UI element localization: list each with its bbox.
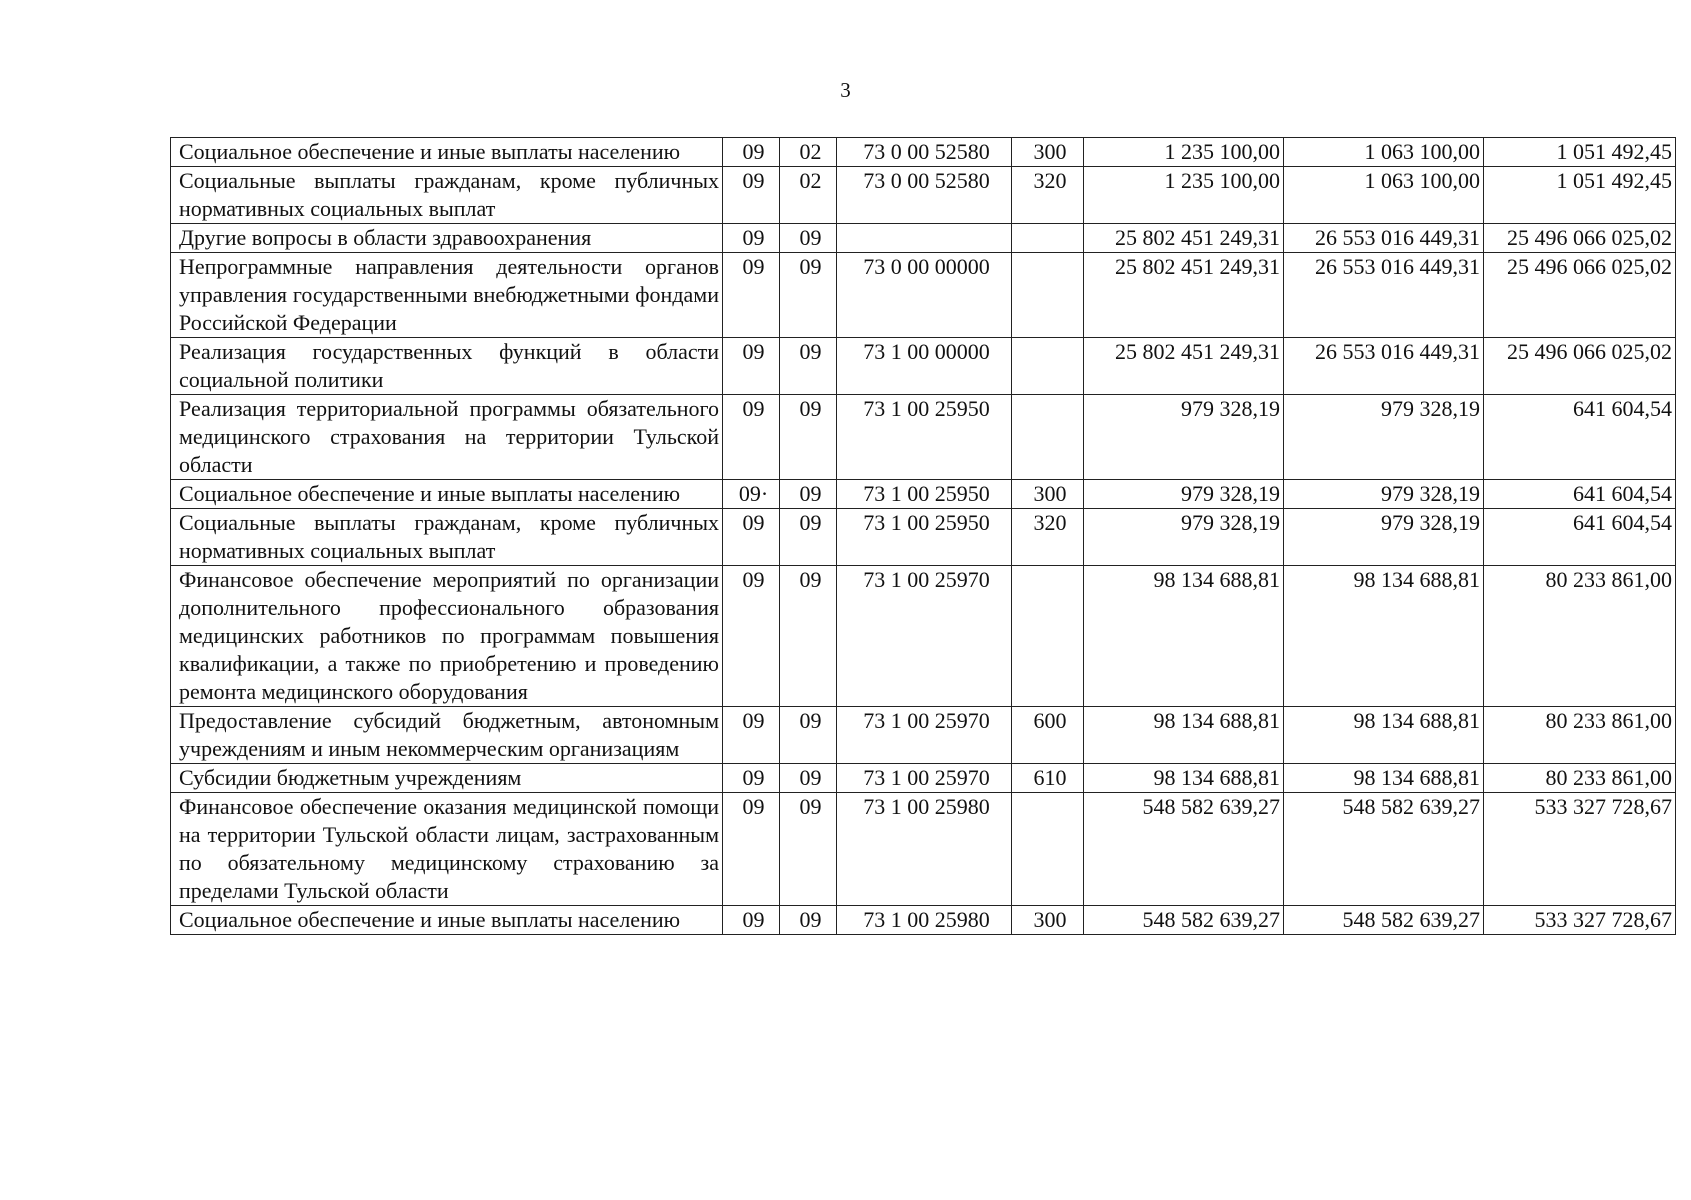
target-article-cell: 73 1 00 25950 bbox=[837, 509, 1012, 566]
table-row bbox=[171, 480, 1676, 509]
amount-plan-cell: 26 553 016 449,31 bbox=[1284, 253, 1484, 338]
amount-approved-cell: 98 134 688,81 bbox=[1084, 764, 1284, 793]
subsection-code-cell: 09 bbox=[780, 764, 837, 793]
subsection-code-cell: 09 bbox=[780, 395, 837, 480]
expense-type-cell: 600 bbox=[1012, 707, 1084, 764]
row-name-cell: Реализация территориальной программы обязательного медицинского страхования на территории Тульской области bbox=[171, 395, 723, 480]
target-article-cell: 73 1 00 25980 bbox=[837, 793, 1012, 906]
amount-executed-cell: 1 051 492,45 bbox=[1484, 138, 1676, 167]
target-article-cell: 73 1 00 25980 bbox=[837, 906, 1012, 935]
amount-plan-cell: 98 134 688,81 bbox=[1284, 707, 1484, 764]
target-article-cell: 73 0 00 00000 bbox=[837, 253, 1012, 338]
amount-approved-cell: 979 328,19 bbox=[1084, 395, 1284, 480]
table-row bbox=[171, 509, 1676, 566]
amount-approved-cell: 1 235 100,00 bbox=[1084, 138, 1284, 167]
amount-approved-cell: 548 582 639,27 bbox=[1084, 906, 1284, 935]
amount-executed-cell: 533 327 728,67 bbox=[1484, 906, 1676, 935]
amount-plan-cell: 98 134 688,81 bbox=[1284, 764, 1484, 793]
amount-approved-cell: 979 328,19 bbox=[1084, 480, 1284, 509]
expense-type-cell bbox=[1012, 793, 1084, 906]
row-name-cell: Социальные выплаты гражданам, кроме публичных нормативных социальных выплат bbox=[171, 509, 723, 566]
section-code-cell: 09 bbox=[723, 764, 780, 793]
table-row bbox=[171, 167, 1676, 224]
amount-executed-cell: 25 496 066 025,02 bbox=[1484, 224, 1676, 253]
table-row bbox=[171, 793, 1676, 906]
row-name-cell: Субсидии бюджетным учреждениям bbox=[171, 764, 723, 793]
section-code-cell: 09 bbox=[723, 138, 780, 167]
section-code-cell: 09 bbox=[723, 566, 780, 707]
subsection-code-cell: 09 bbox=[780, 566, 837, 707]
expense-type-cell bbox=[1012, 338, 1084, 395]
section-code-cell: 09 bbox=[723, 707, 780, 764]
amount-executed-cell: 25 496 066 025,02 bbox=[1484, 338, 1676, 395]
amount-plan-cell: 548 582 639,27 bbox=[1284, 793, 1484, 906]
target-article-cell: 73 1 00 00000 bbox=[837, 338, 1012, 395]
section-code-cell: 09 bbox=[723, 338, 780, 395]
table-row bbox=[171, 395, 1676, 480]
amount-plan-cell: 548 582 639,27 bbox=[1284, 906, 1484, 935]
section-code-cell: 09 bbox=[723, 167, 780, 224]
expense-type-cell: 300 bbox=[1012, 480, 1084, 509]
amount-approved-cell: 98 134 688,81 bbox=[1084, 566, 1284, 707]
amount-executed-cell: 80 233 861,00 bbox=[1484, 566, 1676, 707]
row-name-cell: Социальное обеспечение и иные выплаты населению bbox=[171, 906, 723, 935]
subsection-code-cell: 09 bbox=[780, 480, 837, 509]
table-row bbox=[171, 224, 1676, 253]
amount-approved-cell: 979 328,19 bbox=[1084, 509, 1284, 566]
expense-type-cell: 320 bbox=[1012, 167, 1084, 224]
amount-plan-cell: 979 328,19 bbox=[1284, 509, 1484, 566]
section-code-cell: 09 bbox=[723, 509, 780, 566]
amount-executed-cell: 641 604,54 bbox=[1484, 395, 1676, 480]
section-code-cell: 09 bbox=[723, 906, 780, 935]
target-article-cell: 73 1 00 25970 bbox=[837, 707, 1012, 764]
table-row bbox=[171, 764, 1676, 793]
amount-executed-cell: 641 604,54 bbox=[1484, 480, 1676, 509]
expense-type-cell bbox=[1012, 566, 1084, 707]
amount-executed-cell: 80 233 861,00 bbox=[1484, 707, 1676, 764]
subsection-code-cell: 02 bbox=[780, 167, 837, 224]
expense-type-cell: 610 bbox=[1012, 764, 1084, 793]
subsection-code-cell: 09 bbox=[780, 253, 837, 338]
amount-approved-cell: 1 235 100,00 bbox=[1084, 167, 1284, 224]
amount-approved-cell: 548 582 639,27 bbox=[1084, 793, 1284, 906]
subsection-code-cell: 09 bbox=[780, 906, 837, 935]
amount-executed-cell: 533 327 728,67 bbox=[1484, 793, 1676, 906]
row-name-cell: Социальное обеспечение и иные выплаты населению bbox=[171, 138, 723, 167]
row-name-cell: Непрограммные направления деятельности органов управления государственными внебюджетными фондами Российской Федерации bbox=[171, 253, 723, 338]
expense-type-cell bbox=[1012, 395, 1084, 480]
amount-approved-cell: 25 802 451 249,31 bbox=[1084, 338, 1284, 395]
table-row bbox=[171, 253, 1676, 338]
page-number: 3 bbox=[840, 78, 851, 102]
section-code-cell: 09 bbox=[723, 253, 780, 338]
amount-approved-cell: 25 802 451 249,31 bbox=[1084, 253, 1284, 338]
amount-plan-cell: 26 553 016 449,31 bbox=[1284, 224, 1484, 253]
row-name-cell: Другие вопросы в области здравоохранения bbox=[171, 224, 723, 253]
amount-plan-cell: 98 134 688,81 bbox=[1284, 566, 1484, 707]
amount-executed-cell: 80 233 861,00 bbox=[1484, 764, 1676, 793]
expense-type-cell bbox=[1012, 253, 1084, 338]
table-row bbox=[171, 138, 1676, 167]
table-body bbox=[171, 138, 1676, 935]
amount-plan-cell: 1 063 100,00 bbox=[1284, 167, 1484, 224]
amount-plan-cell: 979 328,19 bbox=[1284, 395, 1484, 480]
amount-executed-cell: 25 496 066 025,02 bbox=[1484, 253, 1676, 338]
expense-type-cell: 300 bbox=[1012, 906, 1084, 935]
row-name-cell: Социальное обеспечение и иные выплаты населению bbox=[171, 480, 723, 509]
target-article-cell: 73 1 00 25950 bbox=[837, 480, 1012, 509]
amount-plan-cell: 979 328,19 bbox=[1284, 480, 1484, 509]
amount-plan-cell: 26 553 016 449,31 bbox=[1284, 338, 1484, 395]
section-code-cell: 09· bbox=[723, 480, 780, 509]
subsection-code-cell: 09 bbox=[780, 707, 837, 764]
amount-approved-cell: 98 134 688,81 bbox=[1084, 707, 1284, 764]
subsection-code-cell: 09 bbox=[780, 509, 837, 566]
row-name-cell: Предоставление субсидий бюджетным, автономным учреждениям и иным некоммерческим организациям bbox=[171, 707, 723, 764]
row-name-cell: Реализация государственных функций в области социальной политики bbox=[171, 338, 723, 395]
amount-executed-cell: 1 051 492,45 bbox=[1484, 167, 1676, 224]
subsection-code-cell: 09 bbox=[780, 338, 837, 395]
target-article-cell: 73 1 00 25950 bbox=[837, 395, 1012, 480]
table-row bbox=[171, 707, 1676, 764]
subsection-code-cell: 09 bbox=[780, 793, 837, 906]
target-article-cell: 73 0 00 52580 bbox=[837, 138, 1012, 167]
target-article-cell: 73 0 00 52580 bbox=[837, 167, 1012, 224]
section-code-cell: 09 bbox=[723, 793, 780, 906]
table-row bbox=[171, 906, 1676, 935]
target-article-cell: 73 1 00 25970 bbox=[837, 566, 1012, 707]
table-row bbox=[171, 338, 1676, 395]
section-code-cell: 09 bbox=[723, 395, 780, 480]
row-name-cell: Финансовое обеспечение мероприятий по организации дополнительного профессионального образования медицинских работников по программам повышения квалификации, а также по приобретению и проведению ремонта медицинского оборудования bbox=[171, 566, 723, 707]
target-article-cell: 73 1 00 25970 bbox=[837, 764, 1012, 793]
amount-approved-cell: 25 802 451 249,31 bbox=[1084, 224, 1284, 253]
subsection-code-cell: 09 bbox=[780, 224, 837, 253]
section-code-cell: 09 bbox=[723, 224, 780, 253]
budget-table bbox=[170, 137, 1676, 935]
table-row bbox=[171, 566, 1676, 707]
target-article-cell bbox=[837, 224, 1012, 253]
row-name-cell: Финансовое обеспечение оказания медицинской помощи на территории Тульской области лицам, застрахованным по обязательному медицинскому страхованию за пределами Тульской области bbox=[171, 793, 723, 906]
row-name-cell: Социальные выплаты гражданам, кроме публичных нормативных социальных выплат bbox=[171, 167, 723, 224]
expense-type-cell: 320 bbox=[1012, 509, 1084, 566]
amount-plan-cell: 1 063 100,00 bbox=[1284, 138, 1484, 167]
expense-type-cell bbox=[1012, 224, 1084, 253]
subsection-code-cell: 02 bbox=[780, 138, 837, 167]
amount-executed-cell: 641 604,54 bbox=[1484, 509, 1676, 566]
expense-type-cell: 300 bbox=[1012, 138, 1084, 167]
